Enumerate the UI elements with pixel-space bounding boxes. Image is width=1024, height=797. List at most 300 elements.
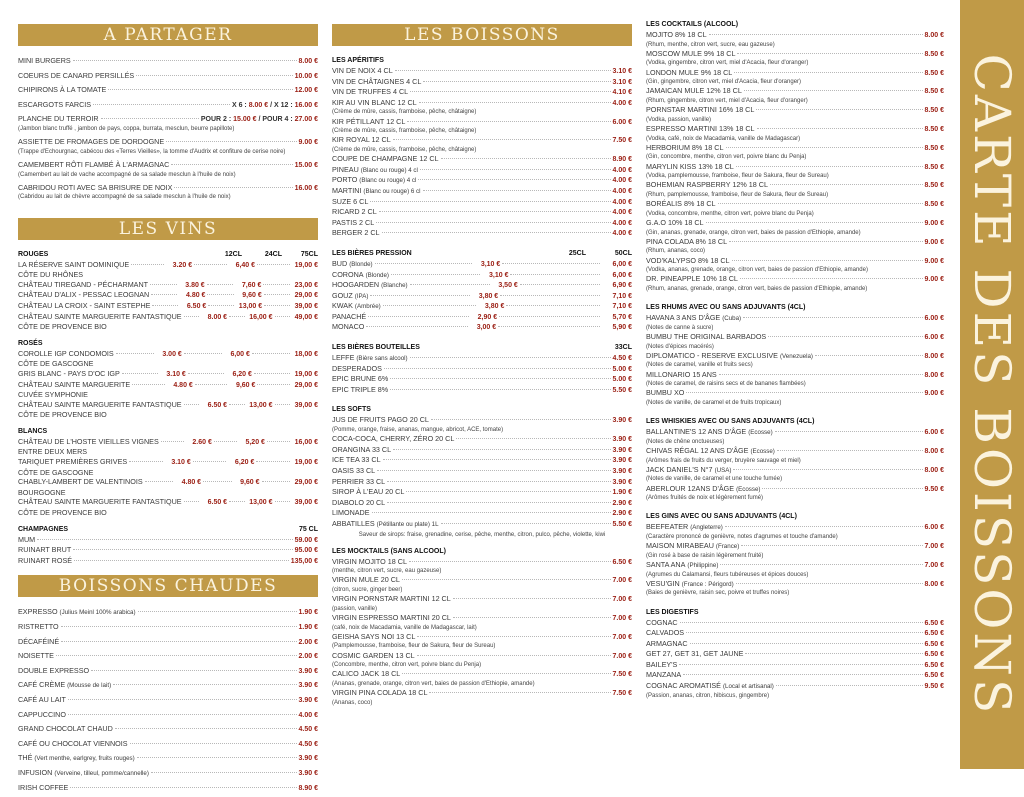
menu-item xyxy=(332,557,632,568)
item-price: 8.90 € xyxy=(612,156,632,164)
menu-item xyxy=(646,143,944,154)
item-appellation: ENTRE DEUX MERS xyxy=(18,447,88,457)
dot-leader xyxy=(188,373,224,374)
dot-leader xyxy=(756,109,922,110)
dot-leader xyxy=(726,147,923,148)
section-header xyxy=(18,525,318,535)
item-name: GOUZ xyxy=(332,290,353,300)
item-name: BERGER 2 CL xyxy=(332,228,380,238)
item-price: 29,00 € xyxy=(294,381,318,389)
item-name: COGNAC AROMATISÉ xyxy=(646,681,721,691)
dot-leader xyxy=(257,384,290,385)
item-price: 8.50 € xyxy=(924,182,944,190)
menu-item xyxy=(646,388,944,399)
dot-leader xyxy=(679,664,922,665)
dot-leader xyxy=(145,481,173,482)
dot-leader xyxy=(214,441,237,442)
item-description: (Gin rosé à base de raisin légèrement fruité) xyxy=(646,552,764,559)
menu-item xyxy=(332,575,632,586)
dot-leader xyxy=(506,305,600,306)
menu-item xyxy=(332,385,632,396)
menu-item xyxy=(332,280,632,291)
dot-leader xyxy=(709,34,923,35)
item-name: PINEAU xyxy=(332,164,359,174)
item-price: 3.80 € xyxy=(185,281,205,289)
menu-item xyxy=(18,183,318,194)
item-description: (citron, sucre, ginger beer) xyxy=(332,586,403,593)
item-name: KIR ROYAL 12 CL xyxy=(332,135,391,145)
item-name: PERRIER 33 CL xyxy=(332,476,386,486)
menu-item xyxy=(18,622,318,633)
dot-leader xyxy=(382,232,611,233)
menu-item xyxy=(332,175,632,186)
dot-leader xyxy=(122,373,158,374)
item-price: 1.90 € xyxy=(298,609,318,617)
menu-item xyxy=(18,695,318,706)
item-description: (Notes de chêne onctueuses) xyxy=(646,438,725,445)
item-price: 9.00 € xyxy=(298,139,318,147)
menu-item xyxy=(18,710,318,721)
item-price: 29,00 € xyxy=(294,479,318,487)
item-description: (Gin, gingembre, citron vert, miel d'Acacia, fleur d'oranger) xyxy=(646,79,802,86)
item-price: 6.00 € xyxy=(924,524,944,532)
item-price: 8.00 € xyxy=(207,313,228,321)
item-price: 3,10 € xyxy=(489,271,509,279)
item-price: 4.00 € xyxy=(612,198,632,206)
dot-leader xyxy=(252,353,290,354)
item-description: (Cabridou au lait de chèvre accompagné de sa salade mesclun à l'huile de noix) xyxy=(18,194,231,201)
item-price: 6,00 € xyxy=(612,260,633,268)
menu-item xyxy=(332,135,632,146)
item-description: (passion, vanille) xyxy=(332,605,378,612)
section-title: LES BIÈRES PRESSION xyxy=(332,249,412,257)
item-name: KIR PÉTILLANT 12 CL xyxy=(332,116,406,126)
section-banner-a-partager: A PARTAGER xyxy=(18,24,318,46)
item-name: HOOGARDEN xyxy=(332,280,380,290)
dot-leader xyxy=(393,449,610,450)
menu-item xyxy=(18,768,318,779)
item-price: 9.50 € xyxy=(924,485,944,493)
dot-leader xyxy=(390,389,610,390)
item-price: 7.00 € xyxy=(612,633,632,641)
item-price: 8.90 € xyxy=(298,784,318,792)
item-name: EPIC TRIPLE 8% xyxy=(332,384,389,394)
dot-leader xyxy=(129,461,163,462)
item-name: DOUBLE EXPRESSO xyxy=(18,665,90,675)
item-price: 8.50 € xyxy=(924,69,944,77)
item-name: VOD'KALYPSO 8% 18 CL xyxy=(646,255,730,265)
item-description: (Vodka, concombre, menthe, citron vert, poivre blanc du Penja) xyxy=(646,210,814,217)
item-note: (Ecosse) xyxy=(736,485,761,493)
menu-item xyxy=(18,607,318,618)
item-name: ESCARGOTS FARCIS xyxy=(18,99,92,109)
item-price: 6.50 € xyxy=(207,499,228,507)
item-name: GRAND CHOCOLAT CHAUD xyxy=(18,724,113,734)
item-name: VIRGIN ESPRESSO MARTINI 20 CL xyxy=(332,612,451,622)
menu-item xyxy=(18,437,318,448)
menu-item xyxy=(646,618,944,629)
champagnes-section xyxy=(18,525,318,567)
dot-leader xyxy=(379,211,611,212)
item-price: 4.00 € xyxy=(612,230,632,238)
dot-leader xyxy=(706,222,923,223)
item-price: 39,00 € xyxy=(294,401,319,409)
menu-item xyxy=(646,68,944,79)
dot-leader xyxy=(419,102,611,103)
item-note: (Pétillante ou plate) 1L xyxy=(376,521,439,528)
menu-item xyxy=(646,639,944,650)
item-price: 4.80 € xyxy=(181,479,202,487)
menu-item xyxy=(332,197,632,208)
section-header xyxy=(18,339,318,349)
menu-item xyxy=(646,370,944,381)
item-appellation: CUVÉE SYMPHONIE xyxy=(18,390,88,400)
dot-leader xyxy=(410,91,610,92)
item-note: (Cuba) xyxy=(722,315,742,323)
dot-leader xyxy=(387,481,610,482)
item-price: 8.00 € xyxy=(248,101,269,109)
item-name: HERBORIUM 8% 18 CL xyxy=(646,142,724,152)
item-price: 2.00 € xyxy=(298,653,318,661)
item-name: CHIVAS RÉGAL 12 ANS D'ÂGE xyxy=(646,445,749,455)
item-price: 9,60 € xyxy=(242,292,262,300)
item-name: MARTINI xyxy=(332,185,362,195)
dot-leader xyxy=(113,684,296,685)
item-note: (Blanche) xyxy=(381,282,408,290)
item-name: CHÂTEAU SAINTE MARGUERITE xyxy=(18,379,131,389)
item-price: 5.00 € xyxy=(612,376,632,384)
dot-leader xyxy=(729,241,922,242)
item-price-multi xyxy=(201,115,318,125)
menu-item xyxy=(18,114,318,125)
item-note: (Ecosse) xyxy=(750,447,775,455)
dot-leader xyxy=(151,772,297,773)
item-description: (Agrumes du Calamansi, fleurs tubéreuses et épices douces) xyxy=(646,571,809,578)
menu-item xyxy=(18,56,318,67)
item-price: 3.20 € xyxy=(172,261,193,269)
dot-leader xyxy=(136,75,292,76)
item-price: 3.10 € xyxy=(612,78,632,86)
item-description: (Camembert au lait de vache accompagné de sa salade mesclun à l'huile de noix) xyxy=(18,171,236,178)
item-price: 49,00 € xyxy=(294,313,319,321)
item-price: 8.50 € xyxy=(924,144,944,152)
menu-item xyxy=(332,415,632,426)
item-name: BUD xyxy=(332,258,348,268)
dot-leader xyxy=(194,264,227,265)
dot-leader xyxy=(150,284,177,285)
menu-item xyxy=(646,522,944,533)
item-name: SANTA ANA xyxy=(646,559,686,569)
item-description: (Caractère prononcé de genièvre, notes d'agrumes et touche d'amande) xyxy=(646,533,838,540)
side-banner xyxy=(960,0,1024,769)
dot-leader xyxy=(370,201,610,202)
dot-leader xyxy=(393,139,611,140)
section-header xyxy=(646,608,944,618)
item-price: 7.50 € xyxy=(612,137,632,145)
item-note: (Bière sans alcool) xyxy=(356,355,408,363)
menu-item xyxy=(18,753,318,764)
item-price: 7.00 € xyxy=(924,543,944,551)
item-name: CAFÉ CRÈME xyxy=(18,680,66,690)
item-price: 3.90 € xyxy=(298,667,318,675)
section-header xyxy=(18,427,318,437)
item-price: 4.00 € xyxy=(612,187,632,195)
item-price: 8.00 € xyxy=(298,58,318,65)
menu-item xyxy=(332,186,632,197)
dot-leader xyxy=(456,438,610,439)
sirop-flavours-note: Saveur de sirops: fraise, grenadine, cerise, pêche, menthe, citron, pulco, pêche, violette, kiwi xyxy=(358,531,606,538)
menu-item xyxy=(646,465,944,476)
item-price: 7.00 € xyxy=(612,652,632,660)
dot-leader xyxy=(768,336,922,337)
item-price: 3.10 € xyxy=(171,459,191,467)
column-right xyxy=(646,0,944,700)
item-price: 8.50 € xyxy=(924,50,944,58)
dot-leader xyxy=(137,757,297,758)
dot-leader xyxy=(720,564,922,565)
item-note: (Philippine) xyxy=(687,561,719,569)
menu-item xyxy=(332,519,632,530)
dot-leader xyxy=(61,626,297,627)
item-description: (Notes de canne à sucre) xyxy=(646,324,714,331)
item-name: CHÂTEAU SAINTE MARGUERITE FANTASTIQUE xyxy=(18,497,182,507)
bieres-pression-section xyxy=(332,249,632,333)
column-label: 33CL xyxy=(614,344,632,352)
item-name: CAFÉ AU LAIT xyxy=(18,694,66,704)
dot-leader xyxy=(151,294,177,295)
item-name: CHABLY-LAMBERT DE VALENTINOIS xyxy=(18,477,143,487)
menu-item xyxy=(332,207,632,218)
item-name: DESPERADOS xyxy=(332,363,382,373)
item-price: 9.00 € xyxy=(924,238,944,246)
item-description: (Pamplemousse, framboise, fleur de Sakura, fleur de Sureau) xyxy=(332,643,496,650)
section-banner-les-boissons: LES BOISSONS xyxy=(332,24,632,46)
menu-item xyxy=(332,322,632,333)
item-price: 8.50 € xyxy=(924,88,944,96)
gins-section xyxy=(646,512,944,597)
item-price: 3,00 € xyxy=(476,324,497,332)
item-appellation: CÔTE DE PROVENCE BIO xyxy=(18,322,107,332)
item-name: PLANCHE DU TERROIR xyxy=(18,114,99,124)
item-price: 6.50 € xyxy=(207,401,228,409)
item-name: CORONA xyxy=(332,269,364,279)
dot-leader xyxy=(207,294,233,295)
item-note: (Verveine, tilleul, pomme/cannelle) xyxy=(54,769,149,777)
item-price: 8.00 € xyxy=(924,580,944,588)
item-price: 5.50 € xyxy=(612,386,632,394)
menu-item xyxy=(18,535,318,546)
item-description: (Gin, concombre, menthe, citron vert, poivre blanc du Penja) xyxy=(646,154,807,161)
dot-leader xyxy=(499,316,600,317)
dot-leader xyxy=(383,459,611,460)
item-price: 5,20 € xyxy=(245,438,265,446)
item-price: 18,00 € xyxy=(294,350,318,358)
dot-leader xyxy=(366,326,468,327)
menu-item xyxy=(18,160,318,171)
item-name: PINA COLADA 8% 18 CL xyxy=(646,236,728,246)
dot-leader xyxy=(73,60,297,61)
item-name: INFUSION xyxy=(18,767,53,777)
item-note: (France : Périgord) xyxy=(681,580,734,588)
item-description: (Notes de vanille, de caramel et de fruits tropicaux) xyxy=(646,399,782,406)
item-price: 4.50 € xyxy=(612,355,632,363)
item-name: ARMAGNAC xyxy=(646,638,688,648)
menu-item xyxy=(332,117,632,128)
item-price: 7.00 € xyxy=(924,561,944,569)
column-label: 50CL xyxy=(614,249,632,257)
menu-item xyxy=(646,351,944,362)
dot-leader xyxy=(257,264,290,265)
blancs-section xyxy=(18,427,318,518)
menu-item xyxy=(18,724,318,735)
item-price: 4.00 € xyxy=(612,219,632,227)
dot-leader xyxy=(166,141,296,142)
dot-leader xyxy=(402,579,611,580)
item-price: 6,20 € xyxy=(234,459,255,467)
column-label: 25CL xyxy=(568,249,586,257)
item-name: RISTRETTO xyxy=(18,622,59,631)
dot-leader xyxy=(423,81,610,82)
item-price: 29,00 € xyxy=(294,292,318,300)
item-description: (Rhum, ananas, coco) xyxy=(646,248,706,255)
dot-leader xyxy=(130,743,297,744)
item-name: KWAK xyxy=(332,301,353,311)
menu-item xyxy=(332,477,632,488)
section-header xyxy=(646,417,944,427)
dot-leader xyxy=(203,481,231,482)
menu-item xyxy=(18,545,318,556)
dot-leader xyxy=(390,378,610,379)
softs-section xyxy=(332,405,632,529)
dot-leader xyxy=(410,357,611,358)
item-description: (Notes de vanille, de caramel et une touche fumée) xyxy=(646,476,783,483)
menu-item xyxy=(332,66,632,77)
item-description: (Crème de mûre, cassis, framboise, pêche, châtaigne) xyxy=(332,146,477,153)
menu-item xyxy=(646,218,944,229)
menu-item xyxy=(646,180,944,191)
menu-item xyxy=(646,49,944,60)
dot-leader xyxy=(37,539,292,540)
dot-leader xyxy=(770,184,923,185)
menu-item xyxy=(18,739,318,750)
menu-item xyxy=(18,637,318,648)
menu-item xyxy=(332,669,632,680)
item-price: 7.50 € xyxy=(612,671,632,679)
dot-leader xyxy=(132,384,165,385)
dot-leader xyxy=(441,523,611,524)
item-price: 4.00 € xyxy=(612,209,632,217)
item-price: 6.50 € xyxy=(924,630,944,638)
item-name: CHÂTEAU TIREGAND - PÉCHARMANT xyxy=(18,279,149,289)
menu-item xyxy=(646,86,944,97)
item-price: 16,00 € xyxy=(249,313,273,321)
item-price: 7.00 € xyxy=(612,577,632,585)
dot-leader xyxy=(184,353,222,354)
item-price: 5.00 € xyxy=(612,365,632,373)
menu-item xyxy=(646,274,944,285)
item-price: 13,00 € xyxy=(249,401,273,409)
item-price: 7.50 € xyxy=(612,690,632,698)
dot-leader xyxy=(736,166,923,167)
item-appellation: CÔTE DE GASCOGNE xyxy=(18,359,94,369)
menu-item xyxy=(332,651,632,662)
dot-leader xyxy=(116,353,154,354)
dot-leader xyxy=(736,583,923,584)
item-note: (Ambrée) xyxy=(354,303,381,311)
item-price: 4.50 € xyxy=(298,726,318,734)
dot-leader xyxy=(368,316,469,317)
item-price: 3.10 € xyxy=(166,370,186,378)
menu-item xyxy=(646,313,944,324)
menu-item xyxy=(332,688,632,699)
menu-item xyxy=(18,497,318,508)
item-price: 19,00 € xyxy=(294,261,318,269)
dot-leader xyxy=(686,632,922,633)
dot-leader xyxy=(744,90,923,91)
menu-item xyxy=(646,162,944,173)
dot-leader xyxy=(686,392,922,393)
item-name: CHÂTEAU DE L'HOSTE VIEILLES VIGNES xyxy=(18,436,159,446)
item-price: 13,00 € xyxy=(249,499,273,507)
menu-item xyxy=(332,154,632,165)
dot-leader xyxy=(762,488,922,489)
dot-leader xyxy=(409,561,611,562)
dot-leader xyxy=(423,190,611,191)
menu-item xyxy=(332,455,632,466)
item-name: BALLANTINE'S 12 ANS D'ÂGE xyxy=(646,427,747,437)
dot-leader xyxy=(372,512,611,513)
menu-item xyxy=(646,579,944,590)
item-price: 19,00 € xyxy=(294,370,318,378)
item-price: 5,70 € xyxy=(612,313,632,321)
item-name: JUS DE FRUITS PAGO 20 CL xyxy=(332,415,429,425)
dot-leader xyxy=(56,655,297,656)
menu-item xyxy=(646,681,944,692)
item-name: MINI BURGERS xyxy=(18,56,71,65)
item-price: 3.90 € xyxy=(298,755,318,763)
portion-label: / POUR 4 : xyxy=(256,116,295,124)
menu-item xyxy=(332,228,632,239)
dot-leader xyxy=(418,179,610,180)
menu-item xyxy=(332,466,632,477)
menu-item xyxy=(18,477,318,488)
item-price: 2,90 € xyxy=(477,313,498,321)
rouges-section xyxy=(18,250,318,332)
dot-leader xyxy=(757,128,923,129)
dot-leader xyxy=(68,699,297,700)
item-name: LA RÉSERVE SAINT DOMINIQUE xyxy=(18,259,130,269)
item-price: 27.00 € xyxy=(294,116,318,124)
item-name: PORTO xyxy=(332,175,358,185)
item-name: CHÂTEAU SAINTE MARGUERITE FANTASTIQUE xyxy=(18,399,182,409)
item-description: (Crème de mûre, cassis, framboise, pêche, châtaigne) xyxy=(332,109,477,116)
item-name: MANZANA xyxy=(646,670,682,680)
item-price: 4.50 € xyxy=(298,740,318,748)
bieres-bouteilles-section xyxy=(332,343,632,395)
dot-leader xyxy=(775,431,923,432)
item-price: 8.50 € xyxy=(924,163,944,171)
item-description: (Arômes fruités de noix et légèrement fumé) xyxy=(646,495,764,502)
item-price: 3.90 € xyxy=(612,446,632,454)
roses-section xyxy=(18,339,318,420)
menu-item xyxy=(332,77,632,88)
item-name: CABRIDOU ROTI AVEC SA BRISURE DE NOIX xyxy=(18,182,173,192)
item-price: 3.00 € xyxy=(162,350,182,358)
menu-item xyxy=(646,541,944,552)
section-title: LES GINS AVEC OU SANS ADJUVANTS (4CL) xyxy=(646,513,797,521)
item-description: (Passion, ananas, citron, hibiscus, gingembre) xyxy=(646,692,770,699)
section-header xyxy=(332,56,632,66)
